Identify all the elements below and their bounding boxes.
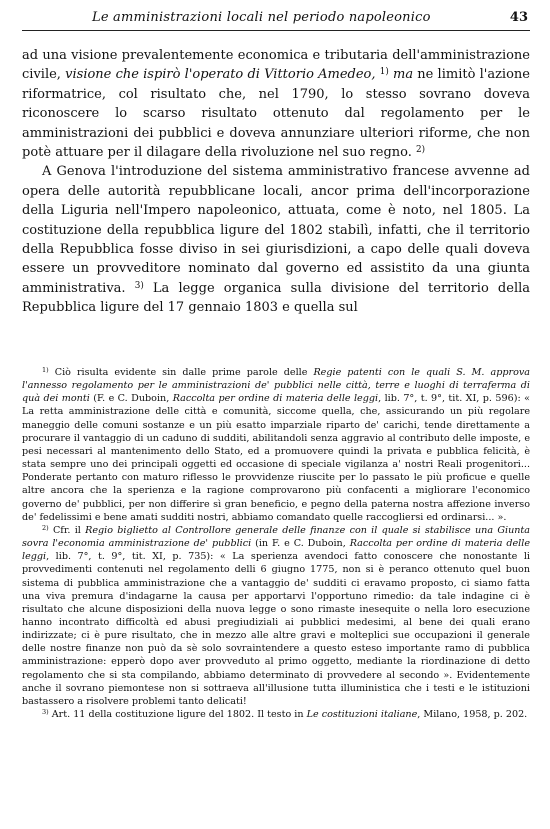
footnote-2-italic-source: Raccolta per ordine di materia delle leggi [22,538,530,563]
footnote-3 [22,708,530,721]
body-text [22,46,530,318]
p1-italic: visione che ispirò l'operato di Vittorio Amedeo, [65,67,376,83]
p1-italic-ma: ma [388,67,414,83]
footnote-3-marker: 3) [42,708,49,717]
page-number: 43 [509,10,528,25]
p2-text-b: La legge organica sulla divisione del territorio della Repubblica ligure del 17 gennaio 1803 e quella sul [22,280,531,316]
footnote-1-text-a: Ciò risulta evidente sin dalle prime parole delle [48,367,314,378]
footnote-2-italic-title: Regio biglietto al Controllore generale delle finanze con il quale si stabilisce una Giunta sovra l'economia amministrazione de' pubblici [22,524,530,550]
footnote-ref-1: 1) [379,67,389,78]
footnote-1-italic-title: Regie patenti con le quali S. M. approva l'annesso regolamento per le amministrazioni de' pubblici nelle città, terre e luoghi di terraferma di quà dei monti [22,367,530,405]
footnote-2-text-c: , lib. 7°, t. 9°, tit. XI, p. 735): « La sperienza avendoci fatto conoscere che nonostante li provvedimenti contenuti nel regolamento delli 6 giugno 1775, non si è peranco ottenuto quel buon sistema di pubblica amministrazione che a vantaggio de' sudditi ci eravamo proposto, ci siamo fatta una viva premura d'indagarne la causa per apportarvi l'opportuno rimedio: da tale indagine ci è risultato che alcune disposizioni della nuova legge o sono rimaste inesequite o nella loro esecuzione hanno incontrato difficoltà ed abusi pregiudiziali ai pubblici medesimi, al bene dei quali erano indirizzate; ci è pure risultato, che in mezzo alle altre gravi e molteplici sue occupazioni il generale delle nostre finanze non può da sè solo sovraintendere a questo esteso importante ramo di pubblica amministrazione: epperò dopo aver provveduto al primo oggetto, mediante la riordinazione di detto regolamento che si sta compilando, abbiamo determinato di provvedere al secondo ». Evidentemente anche il sovrano piemontese non si sottraeva all'illusione tutta illuministica che i testi e le istituzioni bastassero a risolvere problemi tanto delicati! [22,551,530,707]
paragraph-2 [22,162,530,317]
footnote-2 [22,524,530,708]
footnote-1-italic-source: Raccolta per ordine di materia delle leggi [172,393,379,405]
footnote-1 [22,366,530,524]
paragraph-1 [22,46,530,162]
p2-text-a: A Genova l'introduzione del sistema amministrativo francese avvenne ad opera delle autorità repubblicane locali, ancor prima dell'incorporazione della Liguria nell'Impero napoleonico, attuata, come è noto, nel 1805. La costituzione della repubblica ligure del 1802 stabilì, infatti, che il territorio della Repubblica fosse diviso in sei giurisdizioni, a capo delle quali doveva essere un provveditore nominato dal governo ed assistito da una giunta amministrativa. [22,164,530,296]
footnote-2-marker: 2) [42,523,49,532]
footnote-2-text-b: (in F. e C. Duboin, [251,538,350,550]
running-title: Le amministrazioni locali nel periodo napoleonico [92,10,431,25]
footnote-1-marker: 1) [42,366,49,375]
footnote-1-text-b: (F. e C. Duboin, [89,393,173,405]
footnotes [22,366,530,721]
p1-text-b: ne limitò l'azione riformatrice, col risultato che, nel 1790, lo stesso sovrano doveva riconoscere lo scarso risultato ottenuto dal regolamento per le amministrazioni dei pubblici e doveva annunziare ulteriori riforme, che non potè attuare per il dilagare della rivoluzione nel suo regno. [22,67,530,161]
footnote-2-text-a: Cfr. il [48,524,86,536]
footnote-1-text-c: , lib. 7°, t. 9°, tit. XI, p. 596): « La retta amministrazione delle città e comunità, siccome quella, che, assicurando un più regolare maneggio delle comuni sostanze e un più esatto imparziale riparto de' carichi, tende direttamente a procurare il vantaggio di un caduno di sudditi, abilitandoli senza aggravio al contributo delle imposte, e pesi necessari al mantenimento dello Stato, ed a promuovere quindi la privata e pubblica felicità, è stata sempre uno dei principali oggetti ed occasione di speciale vigilanza a' nostri Reali progenitori... Ponderate pertanto con maturo riflesso le provvidenze riuscite per lo passato le più proficue e quelle altre ancora che la sperienza e la ragione comprovarono più confacenti a migliorare l'economico governo de' pubblici, per non differire sì gran beneficio, e pegno della paterna nostra affezione inverso de' fedelissimi e bene amati sudditi nostri, abbiamo comandato quelle raccogliersi ed ordinarsi... ». [22,393,530,523]
p1-text-a: ad una visione prevalentemente economica e tributaria dell'amministrazione civile, [22,48,530,83]
footnote-3-text-a: Art. 11 della costituzione ligure del 1802. Il testo in [48,709,307,721]
running-header [22,10,530,31]
footnote-ref-3: 3) [134,280,144,291]
footnote-3-text-b: , Milano, 1958, p. 202. [417,709,528,721]
footnote-3-italic-title: Le costituzioni italiane [306,709,418,721]
footnote-ref-2: 2) [416,145,426,156]
